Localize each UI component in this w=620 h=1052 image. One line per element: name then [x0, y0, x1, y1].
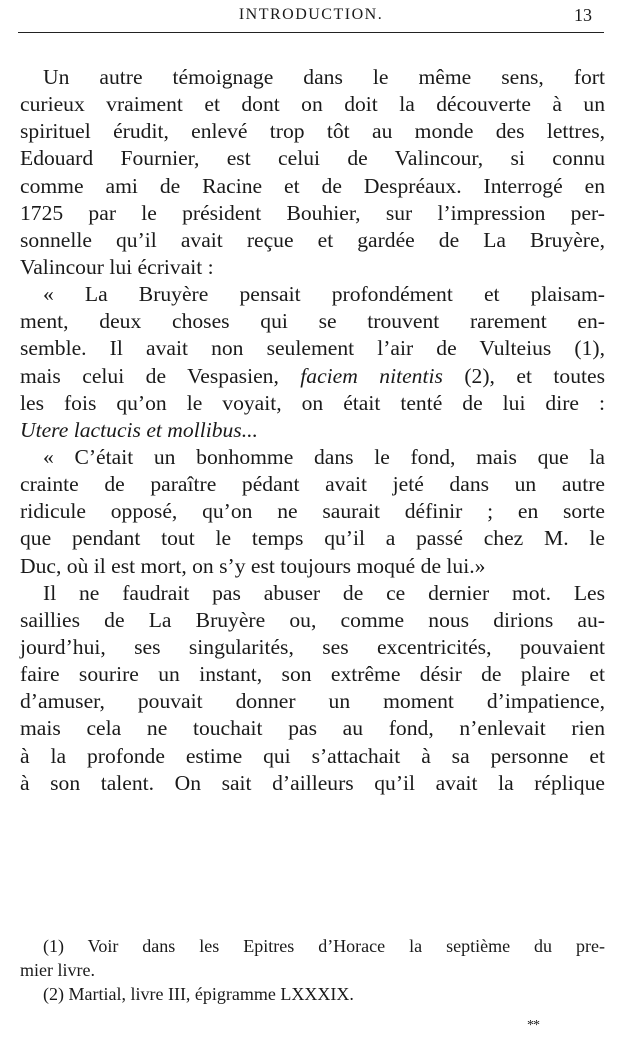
header-rule	[18, 32, 604, 33]
running-title: INTRODUCTION.	[238, 6, 384, 23]
footnotes	[20, 934, 605, 1006]
italic-quote: Utere lactucis et mollibus...	[20, 417, 258, 442]
text-line-end: (2), et toutes	[442, 363, 605, 388]
text-line: les fois qu’on le voyait, on était tenté de lui dire :	[20, 390, 605, 415]
text-line: Un autre témoignage dans le même sens, fort	[43, 65, 605, 89]
text-line: comme ami de Racine et de Despréaux. Interrogé en	[20, 173, 605, 198]
footnote-line: mier livre.	[20, 960, 95, 980]
text-line: ridicule opposé, qu’on ne saurait définir ; en sorte	[20, 499, 605, 524]
text-line: semble. Il avait non seulement l’air de Vulteius (1),	[20, 336, 605, 361]
text-line: Valincour lui écrivait :	[20, 254, 214, 279]
text-line: jourd’hui, ses singularités, ses excentricités, pouvaient	[20, 634, 605, 659]
text-line-start: mais celui de Vespasien,	[20, 363, 301, 388]
footnote-line: (2) Martial, livre III, épigramme LXXXIX.	[43, 984, 354, 1004]
footnote-line: (1) Voir dans les Epitres d’Horace la septième du pre-	[43, 936, 605, 956]
body-text	[20, 64, 605, 797]
text-line: Il ne faudrait pas abuser de ce dernier mot. Les	[43, 580, 605, 605]
text-line: sonnelle qu’il avait reçue et gardée de La Bruyère,	[20, 227, 605, 252]
text-line: à la profonde estime qui s’attachait à sa personne et	[20, 743, 605, 768]
running-head	[18, 6, 604, 30]
signature-mark: **	[527, 1018, 539, 1033]
text-line: d’amuser, pouvait donner un moment d’impatience,	[20, 689, 605, 714]
text-line: « C’était un bonhomme dans le fond, mais que la	[43, 444, 605, 469]
text-line: à son talent. On sait d’ailleurs qu’il avait la réplique	[20, 770, 605, 795]
text-line: Duc, où il est mort, on s’y est toujours moqué de lui.»	[20, 553, 486, 578]
text-line	[20, 417, 605, 444]
text-line: 1725 par le président Bouhier, sur l’impression per-	[20, 200, 605, 225]
text-line: que pendant tout le temps qu’il a passé chez M. le	[20, 526, 605, 551]
text-line: Edouard Fournier, est celui de Valincour, si connu	[20, 146, 605, 171]
text-line	[20, 363, 605, 390]
text-line: saillies de La Bruyère ou, comme nous dirions au-	[20, 607, 605, 632]
text-line: spirituel érudit, enlevé trop tôt au monde des lettres,	[20, 119, 605, 144]
text-line: ment, deux choses qui se trouvent rarement en-	[20, 309, 605, 334]
text-line: mais cela ne touchait pas au fond, n’enlevait rien	[20, 716, 605, 741]
text-line: « La Bruyère pensait profondément et plaisam-	[43, 282, 605, 307]
text-line: curieux vraiment et dont on doit la découverte à un	[20, 92, 605, 117]
text-line: crainte de paraître pédant avait jeté dans un autre	[20, 472, 605, 497]
page-number: 13	[574, 5, 592, 25]
italic-quote: faciem nitentis	[300, 363, 443, 388]
text-line: faire sourire un instant, son extrême désir de plaire et	[20, 662, 605, 687]
